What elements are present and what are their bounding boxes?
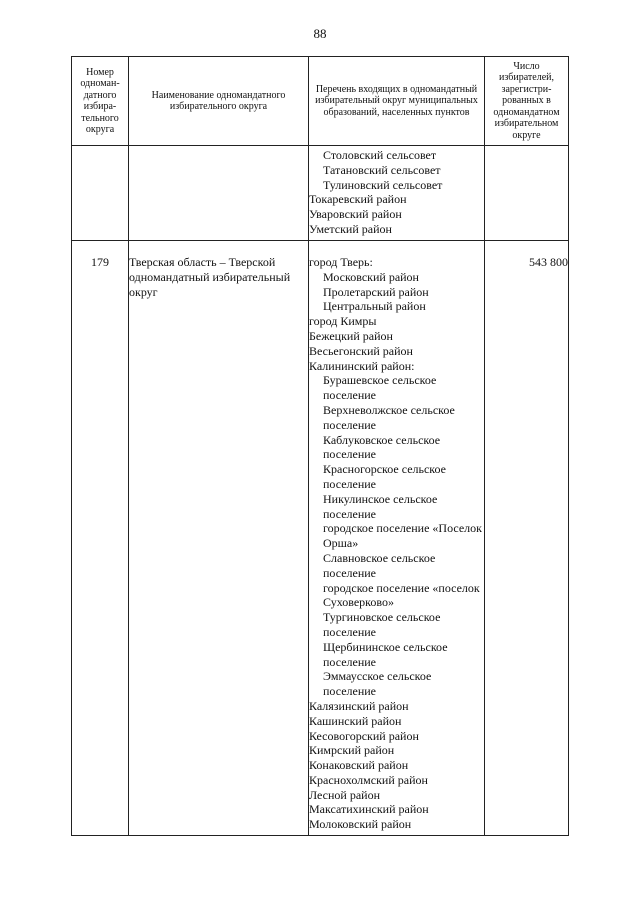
table-row-continuation xyxy=(72,146,569,241)
municipality-entry: Бурашевское сельское поселение xyxy=(323,373,437,403)
district-municipality-list xyxy=(309,241,485,836)
header-municipalities: Перечень входящих в одномандатный избирательный округ муниципальных образований, населенных пунктов xyxy=(309,57,485,146)
district-number: 179 xyxy=(72,241,129,836)
municipality-entry: Московский район xyxy=(323,269,419,284)
municipality-entry: Каблуковское сельское поселение xyxy=(323,432,441,462)
header-district-number: Номер одноман-датного избира-тельного округа xyxy=(72,57,129,146)
municipality-entry: Тургиновское сельское поселение xyxy=(323,610,441,639)
municipality-entry: Красногорское сельское поселение xyxy=(323,462,446,491)
municipality-entry: Весьегонский район xyxy=(309,343,413,358)
municipality-entry: Уметский район xyxy=(309,221,392,236)
municipality-entry: Кашинский район xyxy=(309,713,402,728)
municipality-entry: Калининский район: xyxy=(309,358,415,373)
municipality-entry: Калязинский район xyxy=(309,698,409,713)
municipality-entry: Татановский сельсовет xyxy=(323,162,441,177)
municipality-entry: Тулиновский сельсовет xyxy=(323,177,443,192)
municipality-entry: городское поселение «поселок Суховерково» xyxy=(323,580,480,610)
municipality-entry: Молоковский район xyxy=(309,817,412,832)
municipality-entry: Эммаусское сельское поселение xyxy=(323,669,432,699)
municipality-entry: Никулинское сельское поселение xyxy=(323,491,438,521)
municipality-entry: Уваровский район xyxy=(309,207,402,222)
municipality-entry: город Тверь: xyxy=(309,255,373,269)
municipality-entry: городское поселение «Поселок Орша» xyxy=(323,521,482,551)
municipality-entry: Бежецкий район xyxy=(309,328,393,343)
municipality-entry: Конаковский район xyxy=(309,758,409,773)
table-row-district-179 xyxy=(72,241,569,836)
continuation-number-cell xyxy=(72,146,129,241)
municipality-entry: Пролетарский район xyxy=(323,284,429,299)
district-voters: 543 800 xyxy=(485,241,569,836)
district-name: Тверская область – Тверской одномандатный избирательный округ xyxy=(129,241,309,836)
header-district-name: Наименование одномандатного избирательного округа xyxy=(129,57,309,146)
header-voters: Число избирателей, зарегистри-рованных в одномандатном избирательном округе xyxy=(485,57,569,146)
continuation-municipality-list xyxy=(309,146,485,241)
municipality-entry: Токаревский район xyxy=(309,192,407,207)
municipality-entry: город Кимры xyxy=(309,314,377,329)
district-table xyxy=(71,56,569,836)
page-number: 88 xyxy=(313,26,327,41)
municipality-entry: Кимрский район xyxy=(309,743,395,758)
municipality-entry: Краснохолмский район xyxy=(309,772,428,787)
continuation-voters-cell xyxy=(485,146,569,241)
table-header xyxy=(72,57,569,146)
municipality-entry: Максатихинский район xyxy=(309,802,429,817)
municipality-entry: Верхневолжское сельское поселение xyxy=(323,402,455,432)
municipality-entry: Столовский сельсовет xyxy=(323,148,437,162)
municipality-entry: Центральный район xyxy=(323,299,426,314)
continuation-name-cell xyxy=(129,146,309,241)
municipality-entry: Лесной район xyxy=(309,787,381,802)
municipality-entry: Щербининское сельское поселение xyxy=(323,639,448,669)
municipality-entry: Славновское сельское поселение xyxy=(323,550,436,580)
municipality-entry: Кесовогорский район xyxy=(309,728,419,743)
